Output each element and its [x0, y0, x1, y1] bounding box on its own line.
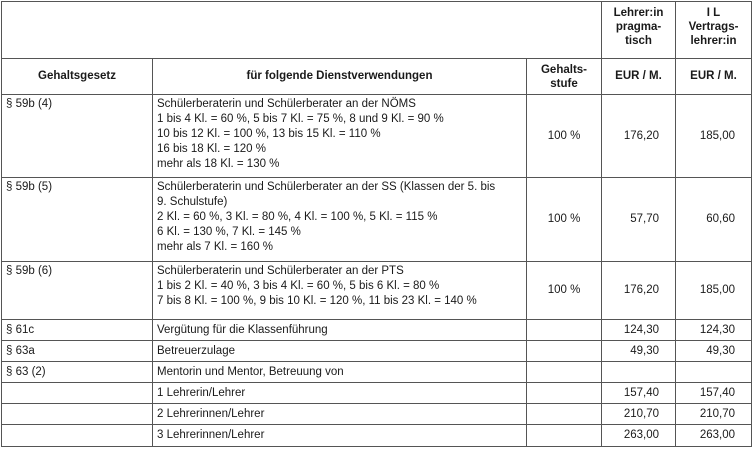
- header-lehrer-line-3: tisch: [625, 35, 652, 47]
- dienstverwendung-line: Schülerberaterin und Schülerberater an der NÖMS: [157, 98, 416, 110]
- eur-vertrag-cell: 185,00: [676, 262, 752, 320]
- table-row: [2, 95, 752, 178]
- header-lehrer-pragmatisch: [602, 2, 676, 59]
- header-gehaltsstufe-line-2: stufe: [550, 77, 578, 90]
- gehaltsstufe-cell: [527, 320, 602, 341]
- dienstverwendung-line: 16 bis 18 Kl. = 120 %: [157, 143, 267, 155]
- gehaltsgesetz-cell: § 63a: [2, 341, 153, 362]
- table-row: [2, 383, 752, 404]
- eur-pragmatisch-cell: 263,00: [602, 425, 676, 447]
- table-row: [2, 320, 752, 341]
- header-vertrag-line-2: Vertrags-: [688, 21, 739, 33]
- dienstverwendung-line: 10 bis 12 Kl. = 100 %, 13 bis 15 Kl. = 110 %: [157, 128, 381, 140]
- header-lehrer-line-2: pragma-: [615, 21, 662, 33]
- dienstverwendung-line: 2 Lehrerinnen/Lehrer: [157, 407, 265, 420]
- gehaltsstufe-cell: [527, 425, 602, 447]
- table-row: [2, 362, 752, 383]
- header-eur-pragmatisch: EUR / M.: [602, 59, 676, 95]
- eur-pragmatisch-cell: 176,20: [602, 262, 676, 320]
- header-vertragslehrer: [676, 2, 752, 59]
- dienstverwendung-line: 7 bis 8 Kl. = 100 %, 9 bis 10 Kl. = 120 %, 11 bis 23 Kl. = 140 %: [157, 295, 477, 307]
- eur-vertrag-cell: 49,30: [676, 341, 752, 362]
- dienstverwendung-line: Schülerberaterin und Schülerberater an der PTS: [157, 265, 404, 277]
- header-gehaltsgesetz: Gehaltsgesetz: [2, 59, 153, 95]
- dienstverwendung-line: Mentorin und Mentor, Betreuung von: [157, 365, 344, 378]
- header-lehrer-line-1: Lehrer:in: [613, 7, 664, 19]
- gehaltsgesetz-cell: [2, 425, 153, 447]
- eur-pragmatisch-cell: 124,30: [602, 320, 676, 341]
- gehaltsgesetz-cell: § 61c: [2, 320, 153, 341]
- dienstverwendung-cell: [153, 262, 527, 320]
- header-gehaltsstufe: [527, 59, 602, 95]
- gehaltsgesetz-cell: [2, 383, 153, 404]
- dienstverwendung-line: Betreuerzulage: [157, 344, 235, 357]
- dienstverwendung-line: 6 Kl. = 130 %, 7 Kl. = 145 %: [157, 226, 301, 238]
- dienstverwendung-line: Schülerberaterin und Schülerberater an der SS (Klassen der 5. bis: [157, 181, 496, 193]
- gehaltsstufe-cell: [527, 341, 602, 362]
- header-gehaltsstufe-line-1: Gehalts-: [540, 63, 587, 76]
- eur-vertrag-cell: [676, 362, 752, 383]
- dienstverwendung-cell: [153, 362, 527, 383]
- gehaltsstufe-cell: 100 %: [527, 178, 602, 262]
- eur-vertrag-cell: 185,00: [676, 95, 752, 178]
- table-row: [2, 425, 752, 447]
- dienstverwendung-line: 1 bis 2 Kl. = 40 %, 3 bis 4 Kl. = 60 %, 5 bis 6 Kl. = 80 %: [157, 280, 440, 292]
- table-row: [2, 404, 752, 425]
- gehaltsstufe-cell: [527, 404, 602, 425]
- dienstverwendung-cell: [153, 341, 527, 362]
- dienstverwendung-cell: [153, 404, 527, 425]
- gehaltsgesetz-cell: [2, 404, 153, 425]
- header-row-top: [2, 2, 752, 59]
- dienstverwendung-cell: [153, 178, 527, 262]
- eur-vertrag-cell: 157,40: [676, 383, 752, 404]
- dienstverwendung-line: Vergütung für die Klassenführung: [157, 323, 328, 336]
- dienstverwendung-line: mehr als 7 Kl. = 160 %: [157, 241, 274, 253]
- header-dienstverwendungen: für folgende Dienstverwendungen: [153, 59, 527, 95]
- eur-vertrag-cell: 263,00: [676, 425, 752, 447]
- eur-pragmatisch-cell: [602, 362, 676, 383]
- gehaltsgesetz-cell: § 59b (4): [2, 95, 153, 178]
- eur-pragmatisch-cell: 210,70: [602, 404, 676, 425]
- eur-vertrag-cell: 124,30: [676, 320, 752, 341]
- dienstverwendung-cell: [153, 320, 527, 341]
- table-row: [2, 262, 752, 320]
- eur-pragmatisch-cell: 57,70: [602, 178, 676, 262]
- dienstverwendung-line: 1 Lehrerin/Lehrer: [157, 386, 246, 399]
- gehaltsstufe-cell: [527, 383, 602, 404]
- gehaltsstufe-cell: 100 %: [527, 262, 602, 320]
- header-vertrag-line-1: I L: [706, 7, 721, 19]
- dienstverwendung-line: 2 Kl. = 60 %, 3 Kl. = 80 %, 4 Kl. = 100 %, 5 Kl. = 115 %: [157, 211, 438, 223]
- eur-pragmatisch-cell: 176,20: [602, 95, 676, 178]
- salary-table: [1, 1, 752, 447]
- dienstverwendung-line: 9. Schulstufe): [157, 196, 228, 208]
- eur-pragmatisch-cell: 49,30: [602, 341, 676, 362]
- gehaltsgesetz-cell: § 59b (6): [2, 262, 153, 320]
- eur-vertrag-cell: 60,60: [676, 178, 752, 262]
- dienstverwendung-line: mehr als 18 Kl. = 130 %: [157, 158, 280, 170]
- table-row: [2, 178, 752, 262]
- dienstverwendung-cell: [153, 95, 527, 178]
- dienstverwendung-cell: [153, 425, 527, 447]
- table-row: [2, 341, 752, 362]
- header-row-columns: [2, 59, 752, 95]
- eur-vertrag-cell: 210,70: [676, 404, 752, 425]
- dienstverwendung-line: 3 Lehrerinnen/Lehrer: [157, 429, 265, 441]
- gehaltsgesetz-cell: § 63 (2): [2, 362, 153, 383]
- header-eur-vertrag: EUR / M.: [676, 59, 752, 95]
- gehaltsstufe-cell: [527, 362, 602, 383]
- header-blank-cell: [2, 2, 602, 59]
- dienstverwendung-cell: [153, 383, 527, 404]
- header-vertrag-line-3: lehrer:in: [690, 35, 737, 47]
- gehaltsstufe-cell: 100 %: [527, 95, 602, 178]
- eur-pragmatisch-cell: 157,40: [602, 383, 676, 404]
- dienstverwendung-line: 1 bis 4 Kl. = 60 %, 5 bis 7 Kl. = 75 %, 8 und 9 Kl. = 90 %: [157, 113, 444, 125]
- gehaltsgesetz-cell: § 59b (5): [2, 178, 153, 262]
